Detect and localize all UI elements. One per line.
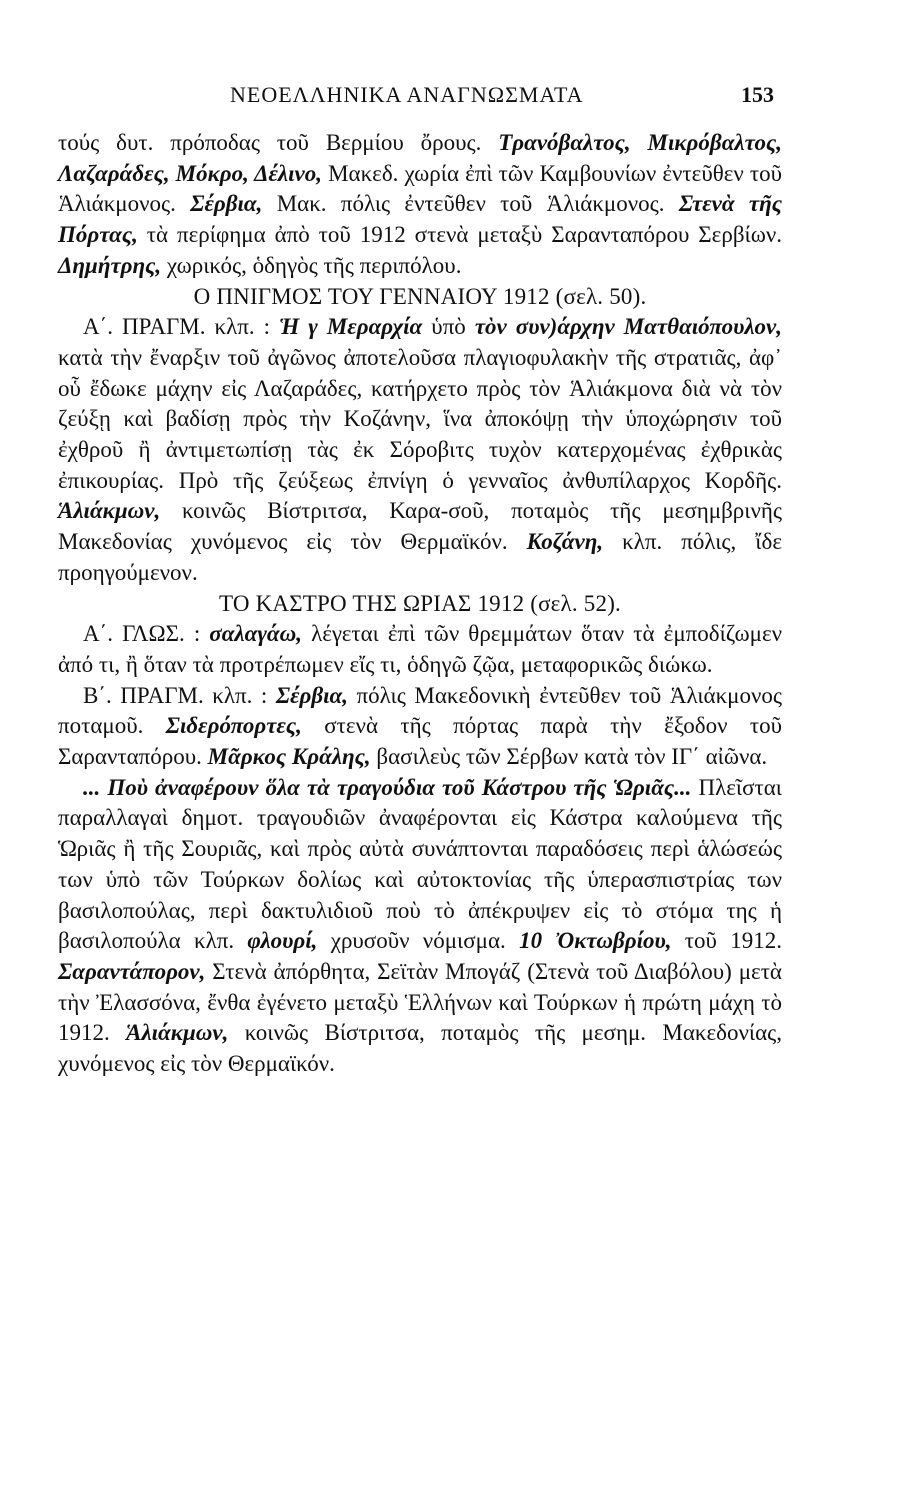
text-run: τοῦ 1912. xyxy=(671,928,782,954)
bold-term: Σέρβια, xyxy=(275,682,349,708)
text-run: Α΄. ΠΡΑΓΜ. κλπ. : xyxy=(83,314,280,340)
page-body xyxy=(58,128,782,1080)
text-run: πόλις Μακεδονικὴ ἐντεῦθεν τοῦ Ἁλιάκμονος ποταμοῦ. xyxy=(58,682,782,739)
text-run: Α΄. ΓΛΩΣ. : xyxy=(83,621,210,647)
bold-term: Δημήτρης, xyxy=(58,252,162,278)
bold-term: τὸν συν)άρχην Ματθαιόπουλον, xyxy=(474,314,783,340)
page-number: 153 xyxy=(741,82,774,107)
bold-term: ... Ποὺ ἀναφέρουν ὅλα τὰ τραγούδια τοῦ Κάστρου τῆς Ὡριᾶς... xyxy=(83,774,692,800)
text-run: Στενὰ ἀπόρθητα, Σεϊτὰν Μπογάζ (Στενὰ τοῦ Διαβόλου) μετὰ τὴν Ἐλασσόνα, ἔνθα ἐγένετο μεταξὺ Ἑλλήνων καὶ Τούρκων ἡ πρώτη μάχη τὸ 1912. xyxy=(58,958,782,1046)
text-run: χωρικός, ὁδηγὸς τῆς περιπόλου. xyxy=(161,252,462,278)
page-header xyxy=(0,82,918,116)
text-run: Μακ. πόλις ἐντεῦθεν τοῦ Ἁλιάκμονος. xyxy=(262,191,679,217)
bold-term: Σαραντάπορον, xyxy=(58,958,206,984)
bold-term: Σιδερόπορτες, xyxy=(165,713,302,739)
text-run: ὑπὸ xyxy=(422,314,475,340)
text-run: τὰ περίφημα ἀπὸ τοῦ 1912 στενὰ μεταξὺ Σαρανταπόρου Σερβίων. xyxy=(137,222,782,248)
bold-term: σαλαγάω, xyxy=(209,621,303,647)
text-run: λέγεται ἐπὶ τῶν θρεμμάτων ὅταν τὰ ἐμποδίζωμεν ἀπό τι, ἢ ὅταν τὰ προτρέπωμεν εἴς τι, ὁδηγῶ ζῷα, μεταφορικῶς διώκω. xyxy=(58,621,783,677)
bold-term: Σέρβια, xyxy=(190,191,263,217)
text-run: κοινῶς Βίστριτσα, ποταμὸς τῆς μεσημ. Μακεδονίας, χυνόμενος εἰς τὸν Θερμαϊκόν. xyxy=(58,1020,782,1077)
bold-term: Ἁλιάκμων, xyxy=(126,1020,229,1046)
paragraph xyxy=(58,128,782,282)
text-run: βασιλεὺς τῶν Σέρβων κατὰ τὸν ΙΓ΄ αἰῶνα. xyxy=(370,744,768,770)
text-run: Μακεδ. χωρία ἐπὶ τῶν Καμβουνίων ἐντεῦθεν τοῦ Ἁλιάκμονος. xyxy=(58,160,782,217)
bold-term: Στενὰ τῆς Πόρτας, xyxy=(58,191,783,248)
text-run: κλπ. πόλις, ἴδε προηγούμενον. xyxy=(58,529,782,585)
text-run: τούς δυτ. πρόποδας τοῦ Βερμίου ὄρους. xyxy=(58,130,499,155)
text-run: Πλεῖσται παραλλαγαὶ δημοτ. τραγουδιῶν ἀναφέρονται εἰς Κάστρα καλούμενα τῆς Ὡριᾶς ἢ τῆς Σουριᾶς, καὶ πρὸς αὐτὰ συνάπτονται παραδόσεις περὶ ἁλώσεώς των ὑπὸ τῶν Τούρκων δολίως καὶ αὐτοκτονίας τῆς ὑπερασπιστρίας των βασιλοπούλας, περὶ δακτυλιδιοῦ ποὺ τὸ ἀπέκρυψεν εἰς τὸ στόμα της ἡ βασιλοπούλα κλπ. xyxy=(58,774,782,954)
paragraph xyxy=(58,312,782,588)
text-run: κοινῶς Βίστριτσα, Καρα-σοῦ, ποταμὸς τῆς μεσημβρινῆς Μακεδονίας χυνόμενος εἰς τὸν Θερμαϊκόν. xyxy=(58,498,782,555)
text-run: κατὰ τὴν ἔναρξιν τοῦ ἀγῶνος ἀποτελοῦσα πλαγιοφυλακὴν τῆς στρατιᾶς, ἀφ᾽ οὗ ἔδωκε μάχην εἰς Λαζαράδες, κατήρχετο πρὸς τὸν Ἁλιάκμονα διὰ νὰ τὸν ζεύξῃ καὶ βαδίσῃ πρὸς τὴν Κοζάνην, ἵνα ἀποκόψῃ τὴν ὑποχώρησιν τοῦ ἐχθροῦ ἢ ἀντιμετωπίσῃ τὰς ἐκ Σόροβιτς τυχὸν κατερχομένας ἐχθρικὰς ἐπικουρίας. Πρὸ τῆς ζεύξεως ἐπνίγη ὁ γενναῖος ἀνθυπίλαρχος Κορδῆς. xyxy=(58,344,782,493)
paragraph xyxy=(58,619,782,680)
section-heading xyxy=(58,589,782,620)
bold-term: 10 Ὀκτωβρίου, xyxy=(519,928,672,954)
bold-term: Κοζάνη, xyxy=(526,529,604,555)
bold-term: Μᾶρκος Κράλης, xyxy=(207,744,371,770)
bold-term: Ἡ γ Μεραρχία xyxy=(279,314,423,340)
text-run: χρυσοῦν νόμισμα. xyxy=(317,928,520,954)
section-heading xyxy=(58,282,782,313)
text-run: Β΄. ΠΡΑΓΜ. κλπ. : xyxy=(83,682,276,708)
text-run: στενὰ τῆς πόρτας παρὰ τὴν ἔξοδον τοῦ Σαρανταπόρου. xyxy=(58,713,782,770)
paragraph xyxy=(58,773,782,1080)
bold-term: Ἁλιάκμων, xyxy=(58,498,161,524)
text-run: ΤΟ ΚΑΣΤΡΟ ΤΗΣ ΩΡΙΑΣ 1912 (σελ. 52). xyxy=(219,590,621,616)
paragraph xyxy=(58,681,782,773)
text-run: Ο ΠΝΙΓΜΟΣ ΤΟΥ ΓΕΝΝΑΙΟΥ 1912 (σελ. 50). xyxy=(193,283,647,309)
bold-term: Τρανόβαλτος, Μικρόβαλτος, Λαζαράδες, Μόκρο, Δέλινο, xyxy=(58,130,783,186)
bold-term: φλουρί, xyxy=(247,928,318,954)
running-title: ΝΕΟΕΛΛΗΝΙΚΑ ΑΝΑΓΝΩΣΜΑΤΑ xyxy=(230,82,584,107)
